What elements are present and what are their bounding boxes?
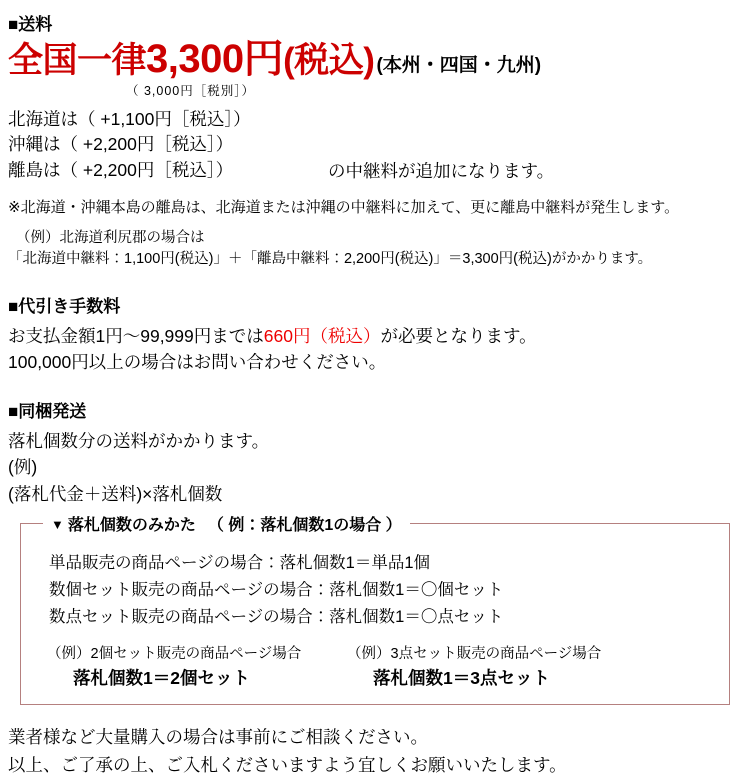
explain-example-caption: （例）2個セット販売の商品ページ場合 xyxy=(47,645,302,662)
section-heading-shipping: ■送料 xyxy=(8,15,53,34)
explain-example-1 xyxy=(47,642,347,690)
asterisk-note: ※北海道・沖縄本島の離島は、北海道または沖縄の中継料に加えて、更に離島中継料が発生します。 xyxy=(8,199,680,217)
explain-example-2 xyxy=(347,642,647,690)
region-line: 離島は（ +2,200円［税込］） xyxy=(8,159,234,180)
shipping-headline-text xyxy=(8,39,374,79)
shipping-headline xyxy=(8,39,742,79)
shipping-tax-excluded-note: （ 3,000円［税別］） xyxy=(126,84,256,98)
explain-row: 数点セット販売の商品ページの場合：落札個数1＝〇点セット xyxy=(49,608,504,627)
region-line: 北海道は（ +1,100円［税込］） xyxy=(8,109,251,129)
footer-notes xyxy=(8,723,742,779)
cod-fee-before: お支払金額1円～99,999円までは xyxy=(8,325,264,346)
shipping-headline-tax: (税込) xyxy=(283,41,375,80)
region-surcharge-list xyxy=(8,107,742,183)
explain-example-value: 落札個数1＝2個セット xyxy=(73,667,250,688)
bundle-line-2: (例) xyxy=(8,457,38,478)
explain-box-title-text: 落札個数のみかた xyxy=(67,516,196,534)
bundle-line-3: (落札代金＋送料)×落札個数 xyxy=(8,483,223,504)
island-example-calc: 「北海道中継料：1,100円(税込)」＋「離島中継料：2,200円(税込)」＝3,300円(税込)がかかります。 xyxy=(8,250,653,267)
cod-fee-amount: 660円（税込） xyxy=(263,325,381,346)
cod-fee-after: が必要となります。 xyxy=(380,325,537,346)
shipping-headline-main: 全国一律 xyxy=(8,41,147,80)
explain-box-title xyxy=(43,512,410,535)
cod-note-line: 100,000円以上の場合はお問い合わせください。 xyxy=(8,351,387,372)
triangle-down-icon: ▼ xyxy=(51,516,64,532)
explain-examples xyxy=(35,642,715,690)
explain-box-case: （ 例：落札個数1の場合 ） xyxy=(207,516,402,534)
cod-fee-line xyxy=(8,323,742,349)
footer-line-1: 業者様など大量購入の場合は事前にご相談ください。 xyxy=(8,726,428,747)
region-line: 沖縄は（ +2,200円［税込］） xyxy=(8,134,234,155)
footer-line-2: 以上、ご了承の上、ご入札くださいますよう宜しくお願いいたします。 xyxy=(8,754,567,775)
shipping-headline-amount: 3,300円 xyxy=(146,37,284,81)
section-heading-cod: ■代引き手数料 xyxy=(8,296,121,316)
bundle-section xyxy=(8,397,742,507)
bundle-line-1: 落札個数分の送料がかかります。 xyxy=(8,431,270,452)
explain-row: 単品販売の商品ページの場合：落札個数1＝単品1個 xyxy=(49,553,431,572)
lot-count-explain-box xyxy=(20,516,730,705)
region-surcharge-suffix: の中継料が追加になります。 xyxy=(328,161,555,182)
explain-row: 数個セット販売の商品ページの場合：落札個数1＝〇個セット xyxy=(49,581,504,600)
explain-example-value: 落札個数1＝3点セット xyxy=(373,667,550,688)
shipping-headline-area: (本州・四国・九州) xyxy=(376,55,542,76)
explain-example-caption: （例）3点セット販売の商品ページ場合 xyxy=(347,645,602,662)
island-example-label: （例）北海道利尻郡の場合は xyxy=(16,229,205,246)
section-heading-bundle: ■同梱発送 xyxy=(8,402,87,422)
shipping-headline-block xyxy=(8,39,742,99)
island-example-block xyxy=(8,228,742,270)
cod-section xyxy=(8,292,742,376)
